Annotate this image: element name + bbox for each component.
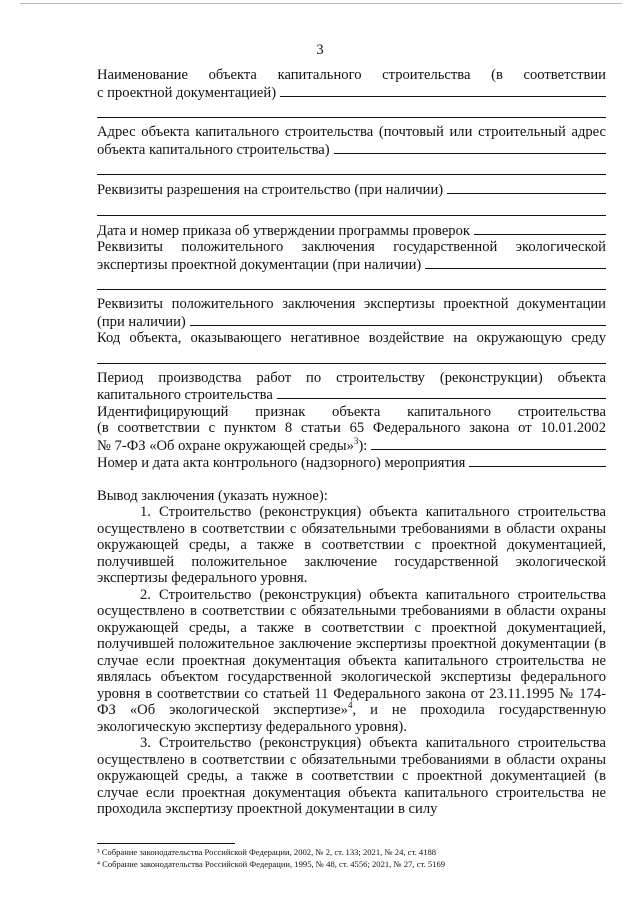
order-blank	[474, 222, 606, 235]
object-name-blank	[280, 84, 606, 97]
identifier-label-2: (в соответствии с пунктом 8 статьи 65 Федерального закона от 10.01.2002	[97, 420, 606, 436]
identifier-line: № 7-ФЗ «Об охране окружающей среды»$^3$):	[97, 437, 606, 455]
object-code-label: Код объекта, оказывающего негативное воздействие на окружающую среду	[97, 330, 606, 346]
scan-edge-line	[20, 3, 622, 4]
act-blank	[469, 454, 606, 467]
period-blank	[277, 386, 606, 399]
footnote-separator	[97, 843, 235, 844]
identifier-blank	[371, 437, 606, 450]
address-label: Адрес объекта капитального строительства (почтовый или строительный адрес	[97, 124, 606, 140]
permit-line: Реквизиты разрешения на строительство (при наличии)	[97, 181, 606, 199]
conclusion-heading: Вывод заключения (указать нужное):	[97, 487, 328, 504]
permit-blank	[447, 181, 606, 194]
project-expertise-label: Реквизиты положительного заключения экспертизы проектной документации	[97, 296, 606, 312]
period-line: капитального строительства	[97, 386, 606, 404]
order-line: Дата и номер приказа об утверждении программы проверок	[97, 222, 606, 240]
identifier-label: Идентифицирующий признак объекта капитального строительства	[97, 403, 606, 420]
eco-expertise-label: Реквизиты положительного заключения государственной экологической	[97, 239, 606, 255]
footnote-ref-3: 3	[353, 435, 359, 446]
form-fields	[97, 67, 606, 818]
period-label: Период производства работ по строительству (реконструкции) объекта	[97, 369, 606, 386]
project-expertise-line: (при наличии)	[97, 313, 606, 331]
act-line: Номер и дата акта контрольного (надзорного) мероприятия	[97, 454, 606, 472]
footnote-ref-4: 4	[347, 700, 353, 711]
project-expertise-blank	[190, 313, 606, 326]
conclusion-item-3: 3. Строительство (реконструкция) объекта капитального строительства осуществлено в соответствии с обязательными требованиями в области охраны окружающей среды, а также в соответствии с проектной документацией (в случае если проектная документация объекта капитального строительства не проходила экспертизу проектной документации в силу	[97, 735, 606, 817]
footnote-4: ⁴ Собрание законодательства Российской Федерации, 1995, № 48, ст. 4556; 2021, № 27, ст. 5169	[97, 859, 446, 869]
eco-expertise-blank	[425, 256, 606, 269]
eco-expertise-line: экспертизы проектной документации (при наличии)	[97, 256, 606, 274]
address-blank	[334, 141, 606, 154]
address-line: объекта капитального строительства)	[97, 141, 606, 159]
conclusion-item-2: 2. Строительство (реконструкция) объекта капитального строительства осуществлено в соответствии с обязательными требованиями в области охраны окружающей среды, а также в соответствии с проектной документацией, получившей положительное заключение экспертизы проектной документации (в случае если проектная документация объекта капитального строительства не являлась объектом государственной экологической экспертизы федерального уровня в соответствии со статьей 11 Федерального закона от 23.11.1995 № 174-ФЗ «Об экологической экспертизе»$^4$, и не проходила государственную экологическую экспертизу федерального уровня).	[97, 586, 606, 735]
eco-expertise-blank-2	[97, 273, 606, 290]
page-number: 3	[316, 42, 324, 58]
address-blank-2	[97, 158, 606, 175]
object-code-blank	[97, 347, 606, 364]
conclusion-item-1: 1. Строительство (реконструкция) объекта капитального строительства осуществлено в соответствии с обязательными требованиями в области охраны окружающей среды, а также в соответствии с проектной документацией, получившей положительное заключение государственной экологической экспертизы федерального уровня.	[97, 504, 606, 586]
permit-blank-2	[97, 199, 606, 216]
object-name-blank-2	[97, 101, 606, 118]
footnote-3: ³ Собрание законодательства Российской Федерации, 2002, № 2, ст. 133; 2021, № 24, ст. 4188	[97, 847, 437, 857]
object-name-label: Наименование объекта капитального строительства (в соответствии	[97, 67, 606, 83]
object-name-line: с проектной документацией)	[97, 84, 606, 102]
